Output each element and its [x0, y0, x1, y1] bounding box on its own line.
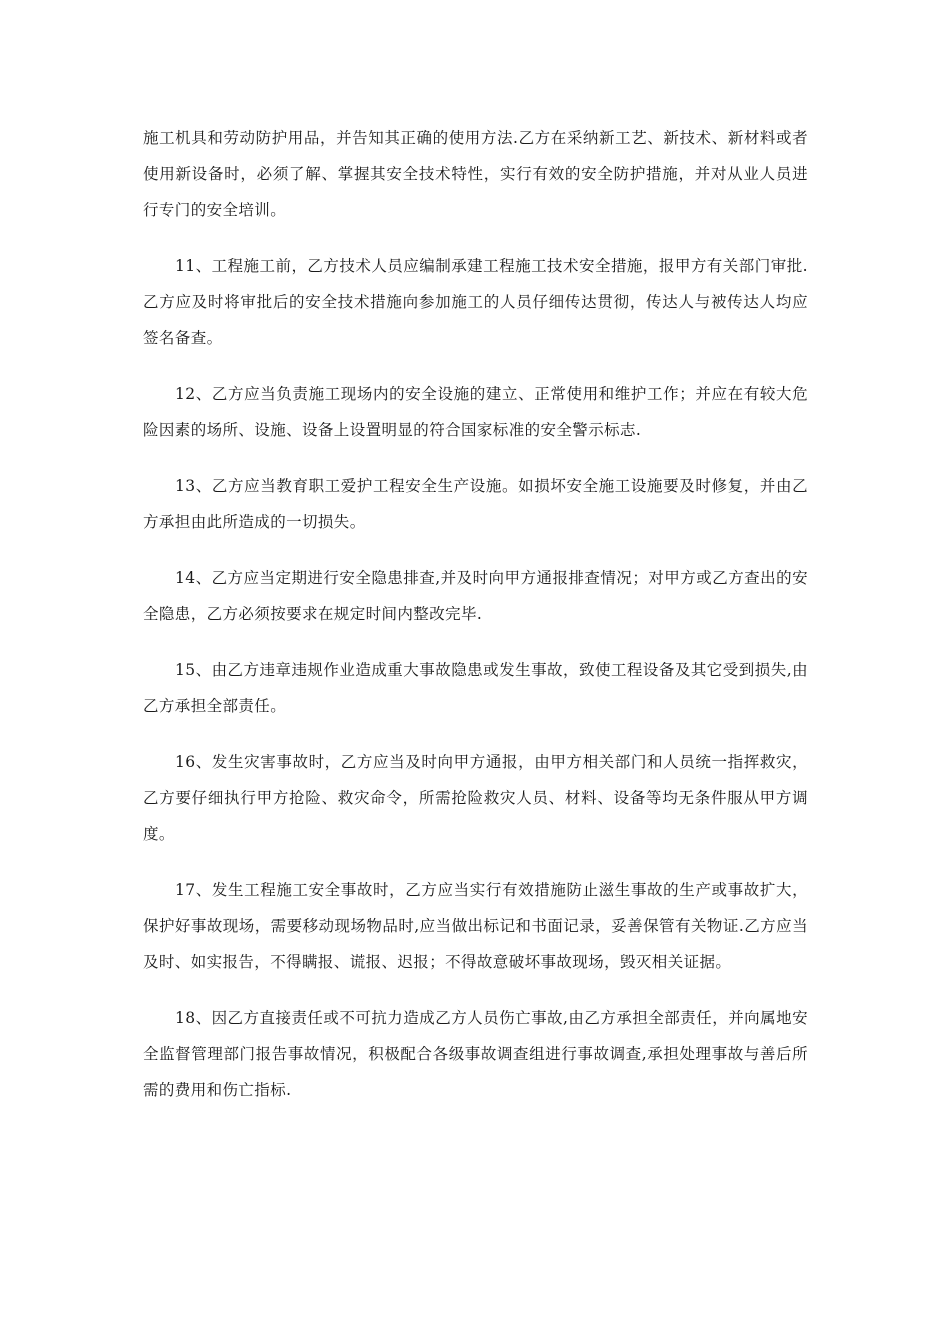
paragraph-clause-14: 14、乙方应当定期进行安全隐患排查,并及时向甲方通报排查情况；对甲方或乙方查出的安全隐患，乙方必须按要求在规定时间内整改完毕.: [143, 569, 808, 623]
document-body: [143, 120, 808, 1128]
paragraph-continuation: 施工机具和劳动防护用品，并告知其正确的使用方法.乙方在采纳新工艺、新技术、新材料或者使用新设备时，必须了解、掌握其安全技术特性，实行有效的安全防护措施，并对从业人员进行专门的安全培训。: [143, 129, 808, 219]
paragraph-clause-12: 12、乙方应当负责施工现场内的安全设施的建立、正常使用和维护工作；并应在有较大危险因素的场所、设施、设备上设置明显的符合国家标准的安全警示标志.: [143, 385, 808, 439]
paragraph-clause-16: 16、发生灾害事故时，乙方应当及时向甲方通报，由甲方相关部门和人员统一指挥救灾，乙方要仔细执行甲方抢险、救灾命令，所需抢险救灾人员、材料、设备等均无条件服从甲方调度。: [143, 753, 808, 843]
paragraph-clause-17: 17、发生工程施工安全事故时，乙方应当实行有效措施防止滋生事故的生产或事故扩大，保护好事故现场，需要移动现场物品时,应当做出标记和书面记录，妥善保管有关物证.乙方应当及时、如实报告，不得瞒报、谎报、迟报；不得故意破坏事故现场，毁灭相关证据。: [143, 881, 808, 971]
paragraph-clause-15: 15、由乙方违章违规作业造成重大事故隐患或发生事故，致使工程设备及其它受到损失,由乙方承担全部责任。: [143, 661, 808, 715]
paragraph-clause-11: 11、工程施工前，乙方技术人员应编制承建工程施工技术安全措施，报甲方有关部门审批.乙方应及时将审批后的安全技术措施向参加施工的人员仔细传达贯彻，传达人与被传达人均应签名备查。: [143, 257, 808, 347]
paragraph-clause-18: 18、因乙方直接责任或不可抗力造成乙方人员伤亡事故,由乙方承担全部责任，并向属地安全监督管理部门报告事故情况，积极配合各级事故调查组进行事故调查,承担处理事故与善后所需的费用和伤亡指标.: [143, 1009, 808, 1099]
paragraph-clause-13: 13、乙方应当教育职工爱护工程安全生产设施。如损坏安全施工设施要及时修复，并由乙方承担由此所造成的一切损失。: [143, 477, 808, 531]
